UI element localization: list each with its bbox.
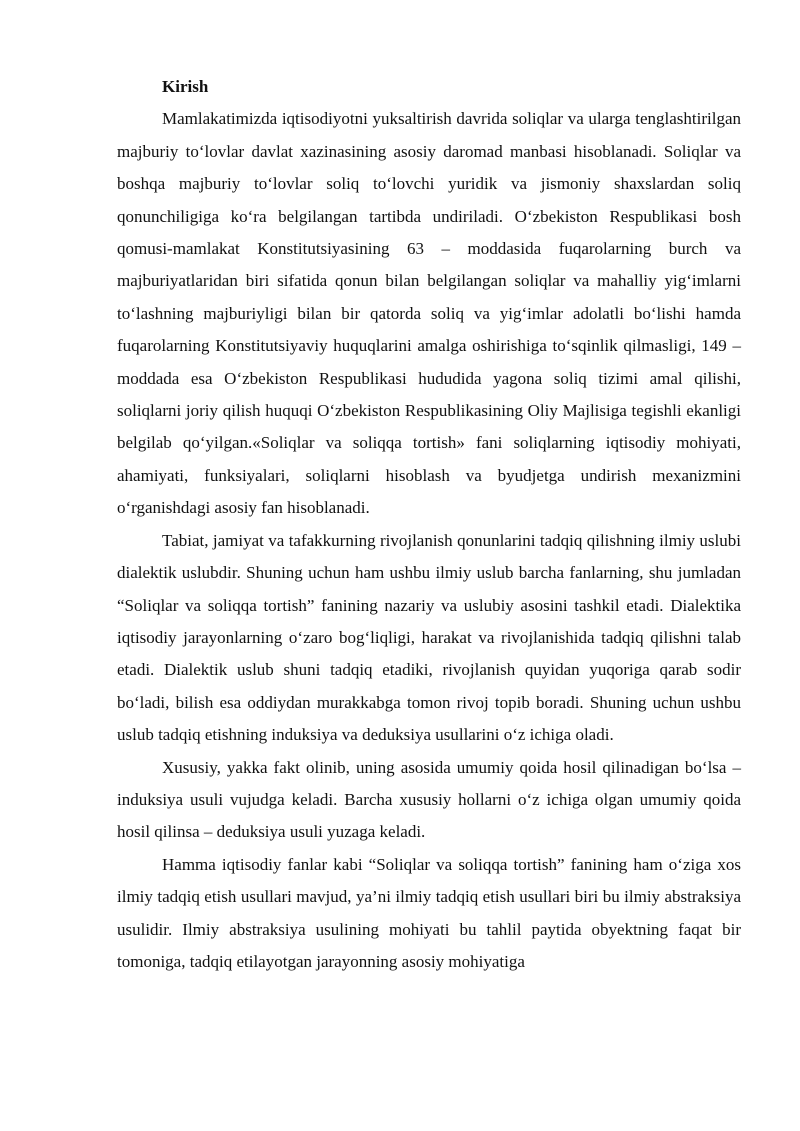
paragraph-4: Hamma iqtisodiy fanlar kabi “Soliqlar va soliqqa tortish” fanining ham o‘ziga xos ilmiy tadqiq etish usullari mavjud, ya’ni ilmiy tadqiq etish usullari biri bu ilmiy abstraksiya usulidir. Ilmiy abstraksiya usulining mohiyati bu tahlil paytida obyektning faqat bir tomoniga, tadqiq etilayotgan jarayonning asosiy mohiyatiga (117, 854, 741, 971)
document-page (117, 71, 741, 978)
paragraph-1: Mamlakatimizda iqtisodiyotni yuksaltirish davrida soliqlar va ularga tenglashtirilgan majburiy to‘lovlar davlat xazinasining asosiy daromad manbasi hisoblanadi. Soliqlar va boshqa majburiy to‘lovlar soliq to‘lovchi yuridik va jismoniy shaxslardan soliq qonunchiligiga ko‘ra belgilangan tartibda undiriladi. O‘zbekiston Respublikasi bosh qomusi-mamlakat Konstitutsiyasining 63 – moddasida fuqarolarning burch va majburiyatlaridan biri sifatida qonun bilan belgilangan soliqlar va mahalliy yig‘imlarni to‘lashning majburiyligi bilan bir qatorda soliq va yig‘imlar adolatli bo‘lishi hamda fuqarolarning Konstitutsiyaviy huquqlarini amalga oshirishiga to‘sqinlik qilmasligi, 149 – moddada esa O‘zbekiston Respublikasi hududida yagona soliq tizimi amal qilishi, soliqlarni joriy qilish huquqi O‘zbekiston Respublikasining Oliy Majlisiga tegishli ekanligi belgilab qo‘yilgan.«Soliqlar va soliqqa tortish» fani soliqlarning iqtisodiy mohiyati, ahamiyati, funksiyalari, soliqlarni hisoblash va byudjetga undirish mexanizmini o‘rganishdagi asosiy fan hisoblanadi. (117, 109, 741, 518)
section-heading: Kirish (162, 77, 209, 96)
paragraph-2: Tabiat, jamiyat va tafakkurning rivojlanish qonunlarini tadqiq qilishning ilmiy uslubi dialektik uslubdir. Shuning uchun ham ushbu ilmiy uslub barcha fanlarning, shu jumladan “Soliqlar va soliqqa tortish” fanining nazariy va uslubiy asosini tashkil etadi. Dialektika iqtisodiy jarayonlarning o‘zaro bog‘liqligi, harakat va rivojlanishida tadqiq qilishni talab etadi. Dialektik uslub shuni tadqiq etadiki, rivojlanish quyidan yuqoriga qarab sodir bo‘ladi, bilish esa oddiydan murakkabga tomon rivoj topib boradi. Shuning uchun ushbu uslub tadqiq etishning induksiya va deduksiya usullarini o‘z ichiga oladi. (117, 530, 741, 745)
paragraph-3: Xususiy, yakka fakt olinib, uning asosida umumiy qoida hosil qilinadigan bo‘lsa – induksiya usuli vujudga keladi. Barcha xususiy hollarni o‘z ichiga olgan umumiy qoida hosil qilinsa – deduksiya usuli yuzaga keladi. (117, 757, 741, 842)
